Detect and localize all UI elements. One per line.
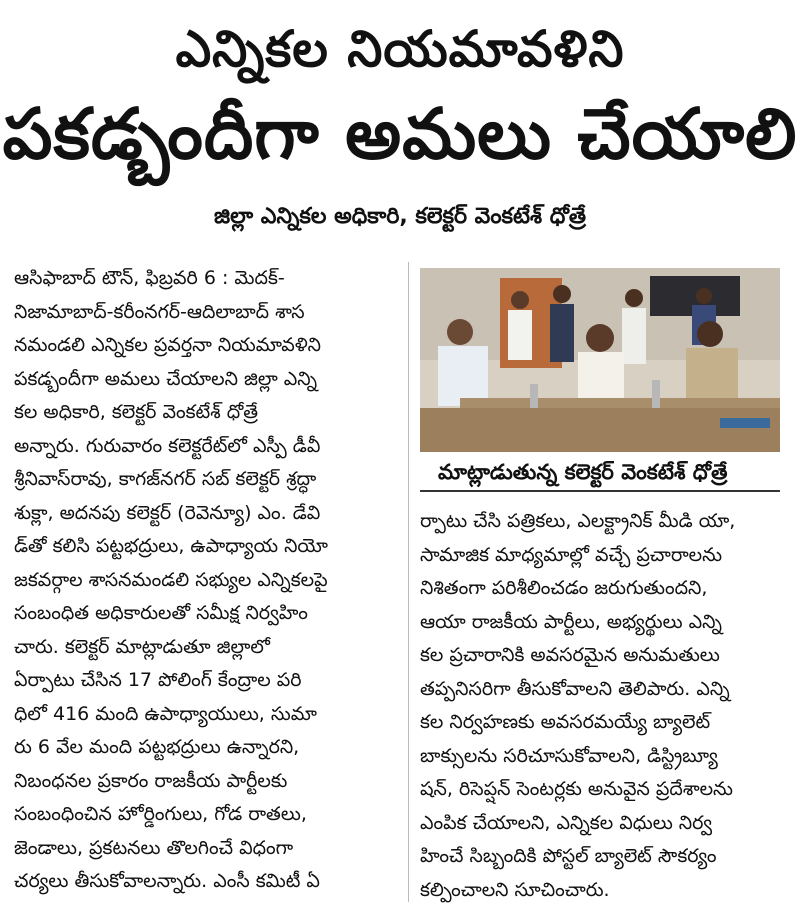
article-line: నిజామాబాద్-కరీంనగర్-ఆదిలాబాద్ శాస — [14, 300, 305, 323]
article-line: ఏర్పాటు చేసిన 17 పోలింగ్ కేంద్రాల పరి — [14, 669, 302, 691]
article-line: షన్, రిసెప్షన్ సెంటర్లకు అనువైన ప్రదేశాలను — [420, 778, 733, 800]
article-line: ర్పాటు చేసి పత్రికలు, ఎలక్ట్రానిక్ మీడి యా, — [420, 510, 736, 532]
article-line: బాక్సులను సరిచూసుకోవాలని, డిస్ట్రిబ్యూ — [420, 744, 718, 767]
photo-caption: మాట్లాడుతున్న కలెక్టర్ వెంకటేశ్ ధోత్రే — [420, 452, 780, 492]
article-line: సంబంధిత అధికారులతో సమీక్ష నిర్వహిం — [14, 602, 308, 624]
column-divider — [408, 262, 409, 902]
article-line: శుక్లా, అదనపు కలెక్టర్ (రెవెన్యూ) ఎం. డేవి — [14, 501, 321, 524]
article-line: జకవర్గాల శాసనమండలి సభ్యుల ఎన్నికలపై — [14, 568, 328, 591]
article-line: అన్నారు. గురువారం కలెక్టరేట్‌లో ఎస్పీ డీవీ — [14, 434, 321, 457]
article-line: ఎంపిక చేయాలని, ఎన్నికల విధులు నిర్వ — [420, 811, 713, 834]
article-line: కల ప్రచారానికి అవసరమైన అనుమతులు — [420, 644, 720, 666]
article-line: రు 6 వేల మంది పట్టభద్రులు ఉన్నారని, — [14, 736, 300, 758]
headline-line-1: ఎన్నికల నియమావళిని — [175, 20, 625, 78]
article-line: సంబంధించిన హోర్డింగులు, గోడ రాతలు, — [14, 803, 307, 825]
article-line: శ్రీనివాస్‌రావు, కాగజ్‌నగర్ సబ్ కలెక్టర్ శ్రద్ధా — [14, 468, 317, 490]
article-line: నిబంధనల ప్రకారం రాజకీయ పార్టీలకు — [14, 769, 288, 792]
article-left-column — [14, 262, 402, 899]
article-right-column — [420, 505, 790, 907]
article-line: డ్‌తో కలిసి పట్టభద్రులు, ఉపాధ్యాయ నియో — [14, 535, 328, 557]
article-line: నమండలి ఎన్నికల ప్రవర్తనా నియమావళిని — [14, 334, 321, 356]
article-line: సామాజిక మాధ్యమాల్లో వచ్చే ప్రచారాలను — [420, 543, 723, 566]
article-line: కల నిర్వహణకు అవసరమయ్యే బ్యాలెట్ — [420, 711, 711, 733]
article-line: ఆయా రాజకీయ పార్టీలు, అభ్యర్థులు ఎన్ని — [420, 610, 722, 633]
article-line: హించే సిబ్బందికి పోస్టల్ బ్యాలెట్ సౌకర్యం — [420, 845, 717, 867]
article-line: నిశితంగా పరిశీలించడం జరుగుతుందని, — [420, 577, 708, 599]
article-line: కల్పించాలని సూచించారు. — [420, 878, 610, 901]
article-line: కల అధికారి, కలెక్టర్ వెంకటేశ్ ధోత్రే — [14, 401, 259, 423]
article-line: ధిలో 416 మంది ఉపాధ్యాయులు, సుమా — [14, 702, 317, 725]
article-line: చారు. కలెక్టర్ మాట్లాడుతూ జిల్లాలో — [14, 635, 270, 658]
article-line: ఆసిఫాబాద్ టౌన్, ఫిబ్రవరి 6 : మెదక్- — [14, 267, 285, 289]
article-line: పకడ్బందీగా అమలు చేయాలని జిల్లా ఎన్ని — [14, 367, 318, 390]
article-line: తప్పనిసరిగా తీసుకోవాలని తెలిపారు. ఎన్ని — [420, 677, 730, 700]
article-line: చర్యలు తీసుకోవాలన్నారు. ఎంసీ కమిటీ ఏ — [14, 870, 320, 892]
article-photo — [420, 268, 780, 452]
headline-line-2: పకడ్బందీగా అమలు చేయాలి — [2, 93, 798, 175]
meeting-photo-illustration — [420, 268, 780, 452]
article-line: జెండాలు, ప్రకటనలు తొలగించే విధంగా — [14, 836, 294, 859]
subheadline: జిల్లా ఎన్నికల అధికారి, కలెక్టర్ వెంకటేశ్ ధోత్రే — [214, 204, 586, 229]
